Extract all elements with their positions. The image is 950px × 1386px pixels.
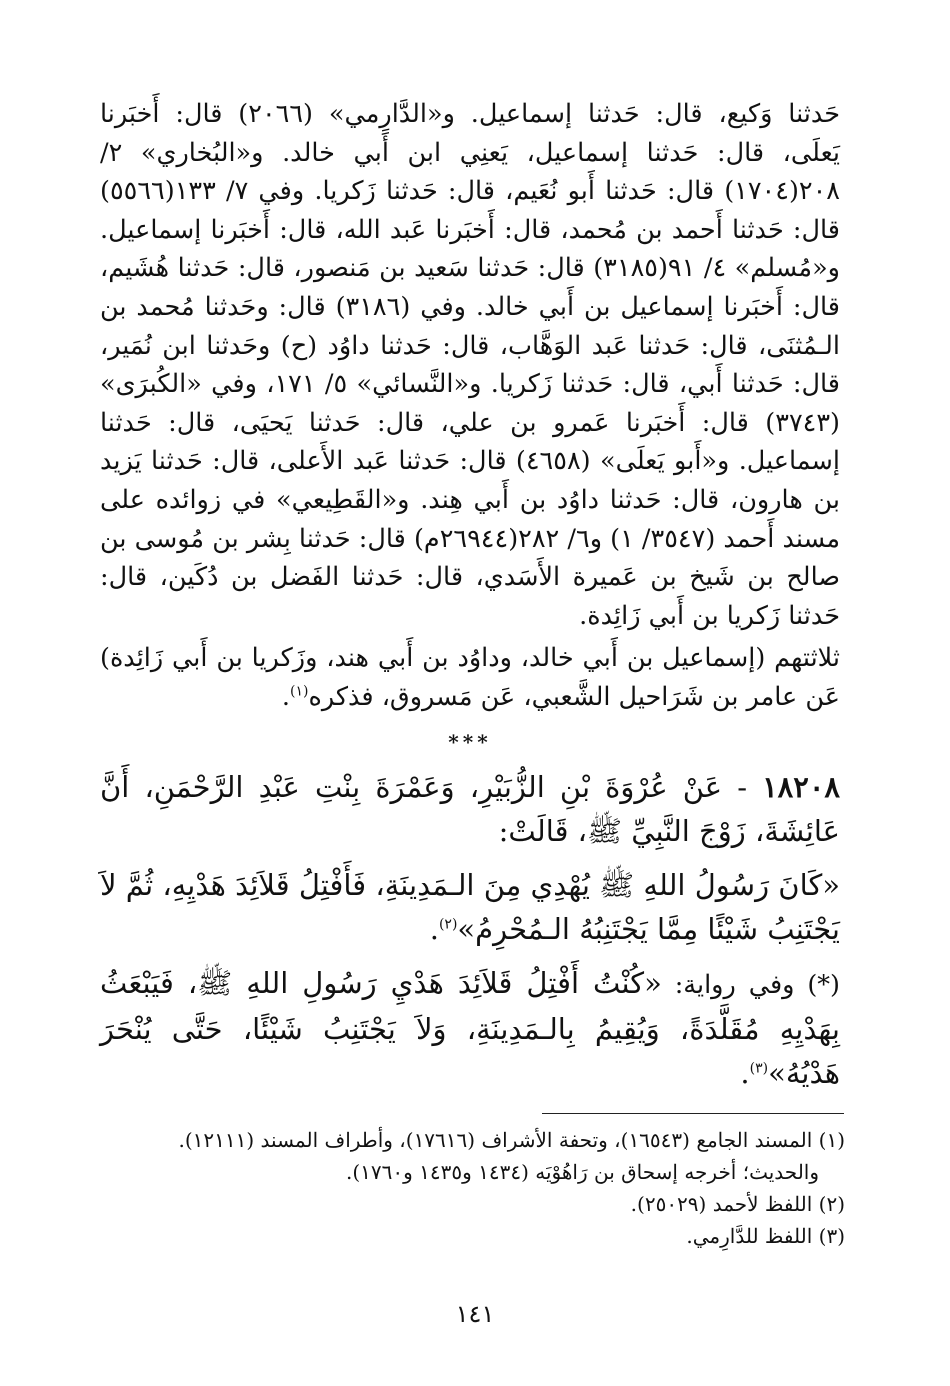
footnote-divider bbox=[542, 1113, 844, 1114]
variant-end: . bbox=[740, 1056, 750, 1091]
footnote-marker-2: (٢) bbox=[438, 916, 458, 933]
hadith-text-end: . bbox=[429, 912, 439, 947]
hadith-heading bbox=[100, 765, 840, 853]
footnote-marker-1: (١) bbox=[289, 683, 309, 700]
hadith-number: ١٨٢٠٨ bbox=[762, 770, 840, 805]
footnotes-section bbox=[100, 1124, 845, 1252]
hadith-chain: - عَنْ عُرْوَةَ بْنِ الزُّبَيْرِ، وَعَمْرَةَ بِنْتِ عَبْدِ الرَّحْمَنِ، أَنَّ عَائِشَةَ، زَوْجَ النَّبِيِّ ﷺ، قَالَتْ: bbox=[100, 770, 840, 849]
summary-paragraph bbox=[100, 639, 840, 716]
summary-end: . bbox=[281, 681, 290, 712]
variant-text: «كُنْتُ أَفْتِلُ قَلاَئِدَ هَدْيِ رَسُولِ اللهِ ﷺ، فَيَبْعَثُ بِهَدْيِهِ مُقَلَّدَةً، وَيُقِيمُ بِالـمَدِينَةِ، وَلاَ يَجْتَنِبُ شَيْئًا، حَتَّى يُنْحَرَ هَدْيُهُ» bbox=[100, 966, 840, 1091]
page-number: ١٤١ bbox=[455, 1300, 495, 1328]
footnote-marker-3: (٣) bbox=[749, 1060, 769, 1077]
footnote-1: (١) المسند الجامع (١٦٥٤٣)، وتحفة الأشراف (١٧٦١٦)، وأطراف المسند (١٢١١١). bbox=[178, 1128, 845, 1152]
isnad-paragraph: حَدثنا وَكيع، قال: حَدثنا إسماعيل. و«الدَّارِمي» (٢٠٦٦) قال: أَخبَرنا يَعلَى، قال: حَدثنا إسماعيل، يَعنِي ابن أَبي خالد. و«البُخاري» ٢/ ٢٠٨(١٧٠٤) قال: حَدثنا أَبو نُعَيم، قال: حَدثنا زَكريا. وفي ٧/ ١٣٣(٥٥٦٦) قال: حَدثنا أَحمد بن مُحمد، قال: أَخبَرنا عَبد الله، قال: أَخبَرنا إسماعيل. و«مُسلم» ٤/ ٩١(٣١٨٥) قال: حَدثنا سَعيد بن مَنصور، قال: حَدثنا هُشَيم، قال: أَخبَرنا إسماعيل بن أَبي خالد. وفي (٣١٨٦) قال: وحَدثنا مُحمد بن الـمُثنَى، قال: حَدثنا عَبد الوَهَّاب، قال: حَدثنا داوُد (ح) وحَدثنا ابن نُمَير، قال: حَدثنا أَبي، قال: حَدثنا زَكريا. و«النَّسائي» ٥/ ١٧١، وفي «الكُبرَى» (٣٧٤٣) قال: أَخبَرنا عَمرو بن علي، قال: حَدثنا يَحيَى، قال: حَدثنا إسماعيل. و«أَبو يَعلَى» (٤٦٥٨) قال: حَدثنا عَبد الأَعلى، قال: حَدثنا يَزيد بن هارون، قال: حَدثنا داوُد بن أَبي هِند. و«القَطِيعي» في زوائده على مسند أَحمد (٣٥٤٧/ ١) و٦/ ٢٨٢(٢٦٩٤٤م) قال: حَدثنا بِشر بن مُوسى بن صالح بن شَيخ بن عَميرة الأَسَدي، قال: حَدثنا الفَضل بن دُكَين، قال: حَدثنا زَكريا بن أَبي زَائِدة. bbox=[100, 99, 841, 631]
footnote-1-continuation: والحديث؛ أخرجه إسحاق بن رَاهُوْيَه (١٤٣٤ و١٤٣٥ و١٧٦٠). bbox=[345, 1160, 819, 1184]
summary-text: ثلاثتهم (إسماعيل بن أَبي خالد، وداوُد بن أَبي هند، وزَكريا بن أَبي زَائِدة) عَن عامر بن شَرَاحيل الشَّعبي، عَن مَسروق، فذكره bbox=[100, 643, 840, 712]
hadith-matn: «كَانَ رَسُولُ اللهِ ﷺ يُهْدِي مِنَ الـمَدِينَةِ، فَأَفْتِلُ قَلاَئِدَ هَدْيِهِ، ثُمَّ لاَ يَجْتَنِبُ شَيْئًا مِمَّا يَجْتَنِبُهُ الـمُحْرِمُ» bbox=[100, 868, 840, 947]
section-separator: *** bbox=[448, 729, 492, 754]
hadith-text bbox=[100, 863, 840, 951]
variant-intro: (*) وفي رواية: bbox=[661, 970, 840, 1001]
main-text-block bbox=[100, 95, 840, 1095]
footnote-2: (٢) اللفظ لأحمد (٢٥٠٢٩). bbox=[630, 1192, 845, 1216]
footnote-3: (٣) اللفظ للدَّارِمي. bbox=[686, 1224, 845, 1248]
variant-narration bbox=[100, 961, 840, 1095]
